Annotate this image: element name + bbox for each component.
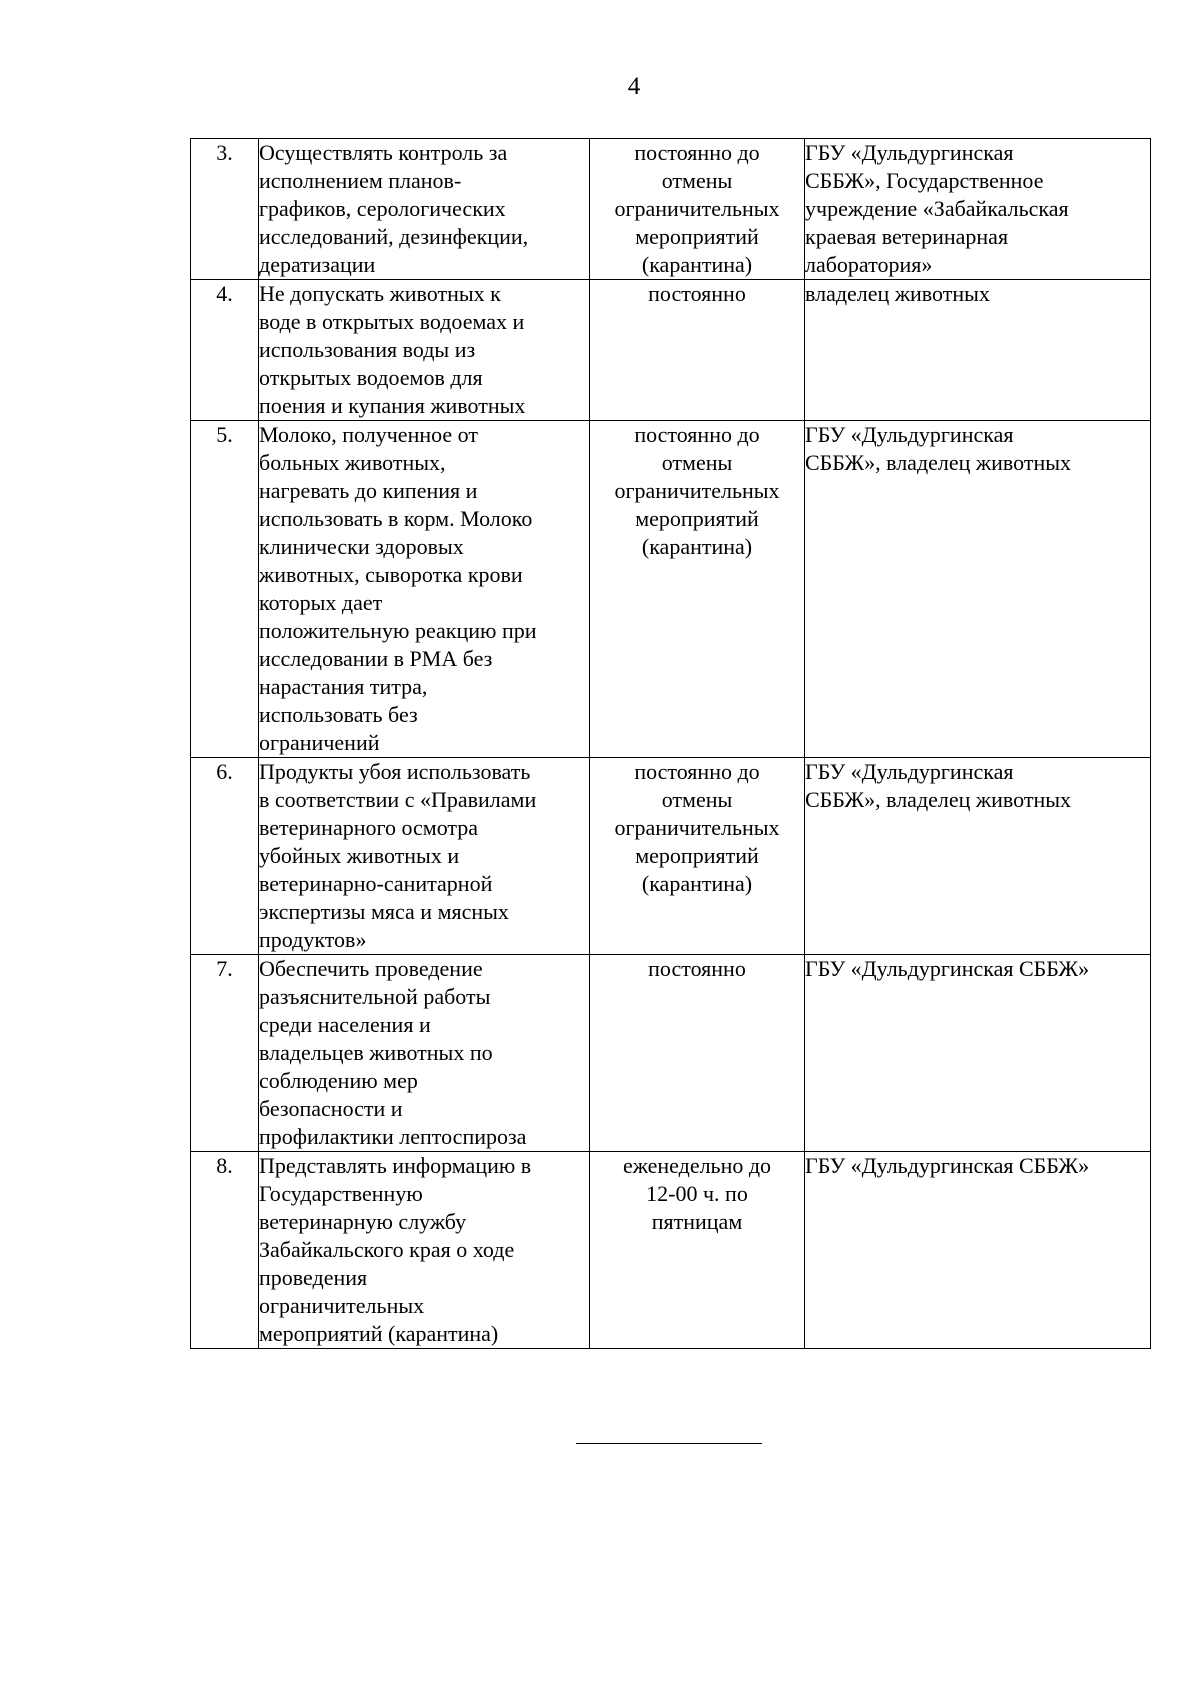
row-number-cell <box>191 955 259 1152</box>
deadline-text-line: постоянно до <box>634 140 760 165</box>
end-of-document-rule <box>576 1443 762 1444</box>
table-row <box>191 280 1151 421</box>
deadline-text-line: (карантина) <box>641 534 753 559</box>
row-number: 7. <box>216 956 233 981</box>
deadline-text-line: постоянно <box>648 956 746 981</box>
measure-text-line: Осуществлять контроль за <box>259 140 508 165</box>
measure-text-line: ограничительных <box>259 1293 425 1318</box>
responsible-text-line: ГБУ «Дульдургинская <box>805 759 1014 784</box>
deadline-cell <box>590 280 805 421</box>
measure-text-line: больных животных, <box>259 450 446 475</box>
measure-text-line: экспертизы мяса и мясных <box>259 899 509 924</box>
deadline-text-line: ограничительных <box>614 478 780 503</box>
measure-cell <box>259 955 590 1152</box>
measure-cell <box>259 421 590 758</box>
deadline-cell <box>590 139 805 280</box>
responsible-cell <box>805 139 1151 280</box>
responsible-text-line: ГБУ «Дульдургинская СББЖ» <box>805 1153 1090 1178</box>
row-number-cell <box>191 1152 259 1349</box>
deadline-text-line: мероприятий <box>635 843 759 868</box>
deadline-text-line: отмены <box>661 787 733 812</box>
table-row <box>191 758 1151 955</box>
deadline-cell <box>590 1152 805 1349</box>
deadline-text-line: мероприятий <box>635 224 759 249</box>
measure-text-line: которых дает <box>259 590 383 615</box>
responsible-text-line: СББЖ», Государственное <box>805 168 1044 193</box>
measure-text-line: в соответствии с «Правилами <box>259 787 537 812</box>
row-number-cell <box>191 139 259 280</box>
deadline-text-line: постоянно <box>648 281 746 306</box>
measure-text-line: нагревать до кипения и <box>259 478 478 503</box>
measure-text-line: воде в открытых водоемах и <box>259 309 525 334</box>
deadline-text-line: еженедельно до <box>622 1153 772 1178</box>
row-number: 3. <box>216 140 233 165</box>
measure-cell <box>259 1152 590 1349</box>
responsible-cell <box>805 955 1151 1152</box>
deadline-text-line: 12-00 ч. по <box>646 1181 748 1206</box>
row-number: 6. <box>216 759 233 784</box>
measure-text-line: Представлять информацию в <box>259 1153 532 1178</box>
deadline-text-line: постоянно до <box>634 422 760 447</box>
measure-cell <box>259 758 590 955</box>
measure-text-line: Забайкальского края о ходе <box>259 1237 515 1262</box>
deadline-text-line: мероприятий <box>635 506 759 531</box>
responsible-text-line: владелец животных <box>805 281 990 306</box>
deadline-text-line: постоянно до <box>634 759 760 784</box>
measure-text-line: Молоко, полученное от <box>259 422 478 447</box>
measure-text-line: открытых водоемов для <box>259 365 483 390</box>
responsible-text-line: учреждение «Забайкальская <box>805 196 1069 221</box>
deadline-cell <box>590 955 805 1152</box>
measure-text-line: разъяснительной работы <box>259 984 491 1009</box>
measure-text-line: убойных животных и <box>259 843 460 868</box>
measure-text-line: владельцев животных по <box>259 1040 493 1065</box>
page-number-text: 4 <box>627 73 641 100</box>
measure-text-line: использовать без <box>259 702 418 727</box>
measure-cell <box>259 280 590 421</box>
row-number-cell <box>191 280 259 421</box>
measure-text-line: продуктов» <box>259 927 367 952</box>
table-row <box>191 1152 1151 1349</box>
measure-text-line: животных, сыворотка крови <box>259 562 523 587</box>
measure-text-line: клинически здоровых <box>259 534 464 559</box>
measure-text-line: безопасности и <box>259 1096 403 1121</box>
measure-text-line: Продукты убоя использовать <box>259 759 531 784</box>
table-row <box>191 955 1151 1152</box>
responsible-text-line: ГБУ «Дульдургинская СББЖ» <box>805 956 1090 981</box>
responsible-text-line: СББЖ», владелец животных <box>805 787 1072 812</box>
responsible-text-line: ГБУ «Дульдургинская <box>805 140 1014 165</box>
measure-text-line: использовать в корм. Молоко <box>259 506 533 531</box>
measure-text-line: Обеспечить проведение <box>259 956 483 981</box>
measure-text-line: Не допускать животных к <box>259 281 501 306</box>
measure-text-line: поения и купания животных <box>259 393 526 418</box>
responsible-text-line: СББЖ», владелец животных <box>805 450 1072 475</box>
deadline-text-line: отмены <box>661 168 733 193</box>
measure-text-line: среди населения и <box>259 1012 431 1037</box>
measure-text-line: мероприятий (карантина) <box>259 1321 499 1346</box>
responsible-text-line: ГБУ «Дульдургинская <box>805 422 1014 447</box>
table-row <box>191 421 1151 758</box>
measure-text-line: проведения <box>259 1265 368 1290</box>
measures-table-body <box>191 139 1151 1349</box>
responsible-cell <box>805 1152 1151 1349</box>
row-number: 8. <box>216 1153 233 1178</box>
responsible-text-line: краевая ветеринарная <box>805 224 1009 249</box>
responsible-cell <box>805 421 1151 758</box>
measure-text-line: ограничений <box>259 730 380 755</box>
measure-text-line: положительную реакцию при <box>259 618 537 643</box>
row-number-cell <box>191 758 259 955</box>
table-row <box>191 139 1151 280</box>
measure-text-line: исследований, дезинфекции, <box>259 224 529 249</box>
measures-table <box>190 138 1151 1349</box>
deadline-text-line: ограничительных <box>614 196 780 221</box>
deadline-text-line: (карантина) <box>641 871 753 896</box>
responsible-cell <box>805 758 1151 955</box>
deadline-text-line: пятницам <box>651 1209 743 1234</box>
measure-text-line: ветеринарно-санитарной <box>259 871 493 896</box>
page-number <box>0 72 1200 102</box>
responsible-text-line: лаборатория» <box>805 252 933 277</box>
row-number: 4. <box>216 281 233 306</box>
deadline-text-line: отмены <box>661 450 733 475</box>
measure-text-line: Государственную <box>259 1181 423 1206</box>
measure-text-line: исследовании в РМА без <box>259 646 493 671</box>
deadline-cell <box>590 421 805 758</box>
deadline-text-line: ограничительных <box>614 815 780 840</box>
deadline-cell <box>590 758 805 955</box>
measure-text-line: соблюдению мер <box>259 1068 418 1093</box>
measure-text-line: графиков, серологических <box>259 196 506 221</box>
measure-text-line: нарастания титра, <box>259 674 428 699</box>
measure-cell <box>259 139 590 280</box>
measure-text-line: профилактики лептоспироза <box>259 1124 527 1149</box>
measure-text-line: дератизации <box>259 252 376 277</box>
measure-text-line: ветеринарную службу <box>259 1209 467 1234</box>
measure-text-line: исполнением планов- <box>259 168 462 193</box>
measure-text-line: ветеринарного осмотра <box>259 815 479 840</box>
responsible-cell <box>805 280 1151 421</box>
row-number: 5. <box>216 422 233 447</box>
row-number-cell <box>191 421 259 758</box>
deadline-text-line: (карантина) <box>641 252 753 277</box>
measure-text-line: использования воды из <box>259 337 476 362</box>
